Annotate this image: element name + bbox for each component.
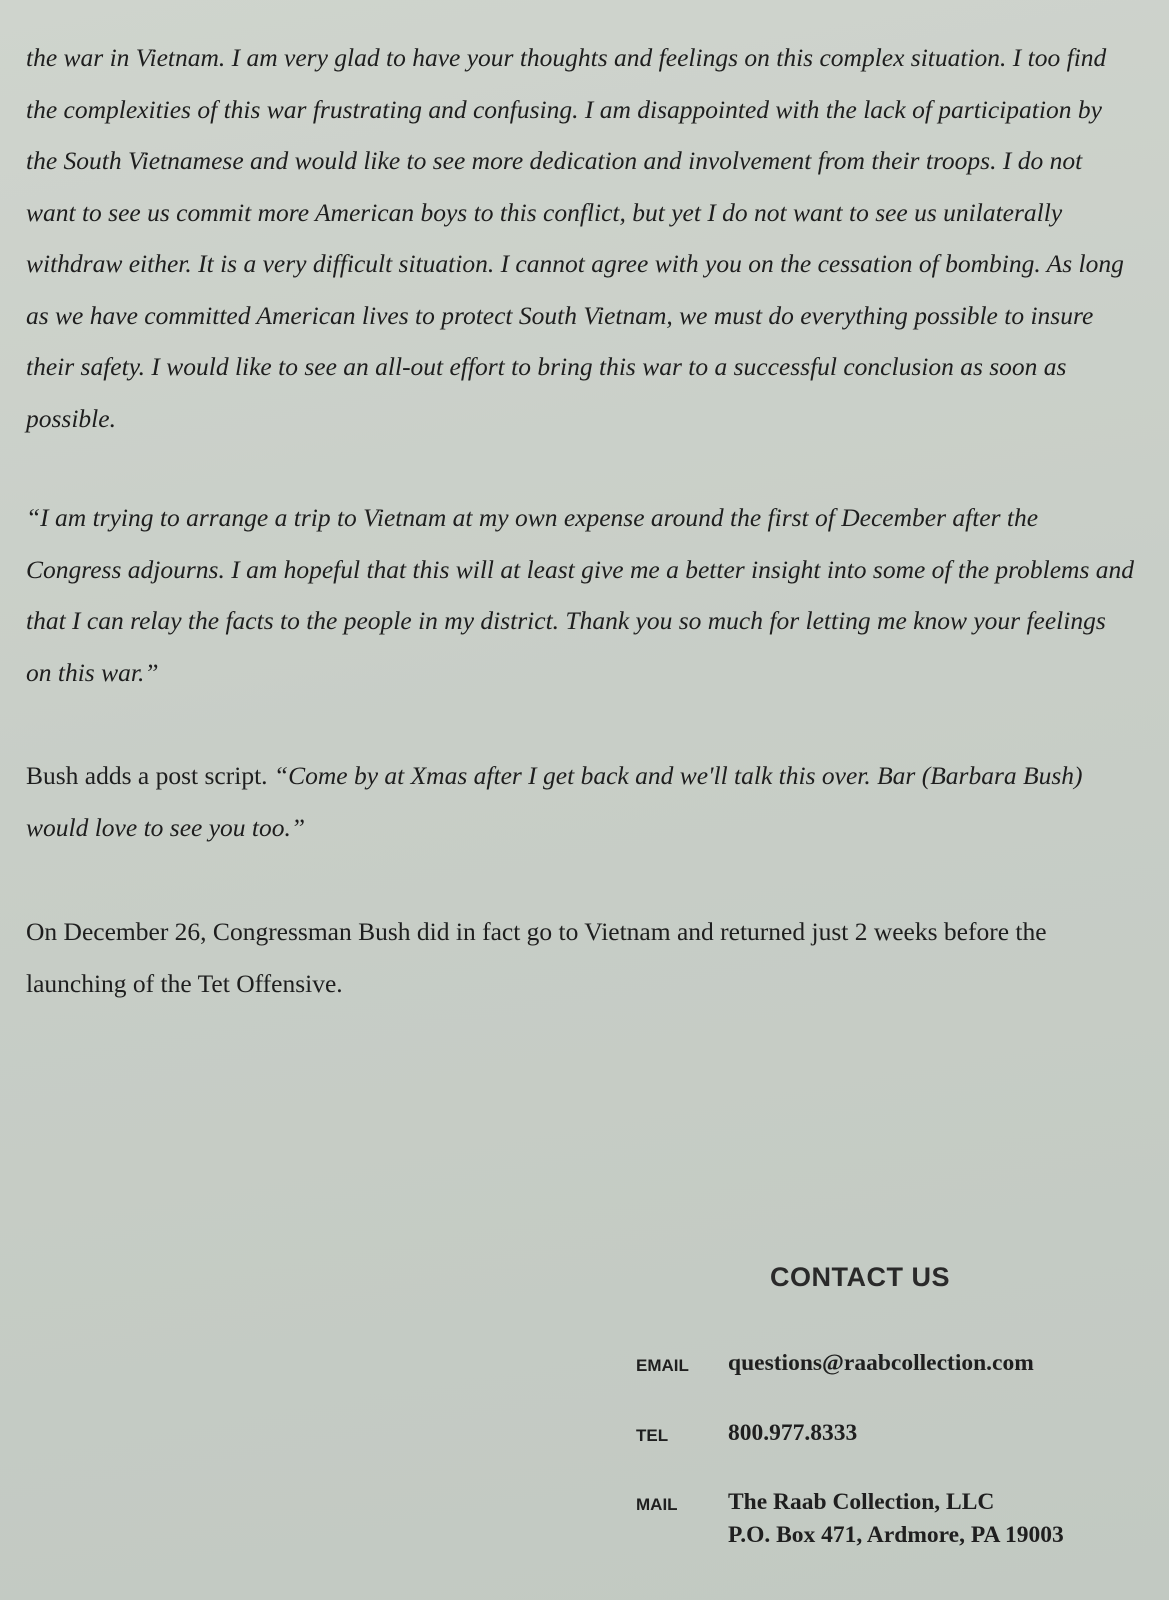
tel-label: TEL (636, 1426, 669, 1445)
letter-paragraph-2: “I am trying to arrange a trip to Vietnam at my own expense around the first of December after the Congress adjourns. I am hopeful that this will at least give me a better insight into some of the problems and that I can relay the facts to the people in my district. Thank you so much for letting me know your feelings on this war.” (26, 503, 1135, 687)
email-label: EMAIL (636, 1356, 689, 1375)
email-value[interactable]: questions@raabcollection.com (728, 1350, 1034, 1376)
post-script-quote: “Come by at Xmas after I get back and we'll talk this over. Bar (Barbara Bush) would love to see you too.” (26, 761, 1083, 842)
closing-paragraph: On December 26, Congressman Bush did in fact go to Vietnam and returned just 2 weeks before the launching of the Tet Offensive. (26, 917, 1047, 998)
post-script-paragraph (26, 750, 1136, 853)
post-script-intro: Bush adds a post script. (26, 761, 274, 790)
contact-title: CONTACT US (770, 1262, 950, 1292)
mail-address (728, 1486, 1064, 1552)
mail-address-line-2: P.O. Box 471, Ardmore, PA 19003 (728, 1522, 1064, 1548)
tel-value[interactable]: 800.977.8333 (728, 1420, 858, 1446)
mail-label: MAIL (636, 1495, 678, 1514)
mail-address-line-1: The Raab Collection, LLC (728, 1489, 995, 1515)
letter-paragraph-1: the war in Vietnam. I am very glad to have your thoughts and feelings on this complex situation. I too find the complexities of this war frustrating and confusing. I am disappointed with the lack of participation by the South Vietnamese and would like to see more dedication and involvement from their troops. I do not want to see us commit more American boys to this conflict, but yet I do not want to see us unilaterally withdraw either. It is a very difficult situation. I cannot agree with you on the cessation of bombing. As long as we have committed American lives to protect South Vietnam, we must do everything possible to insure their safety. I would like to see an all-out effort to bring this war to a successful conclusion as soon as possible. (26, 43, 1124, 433)
